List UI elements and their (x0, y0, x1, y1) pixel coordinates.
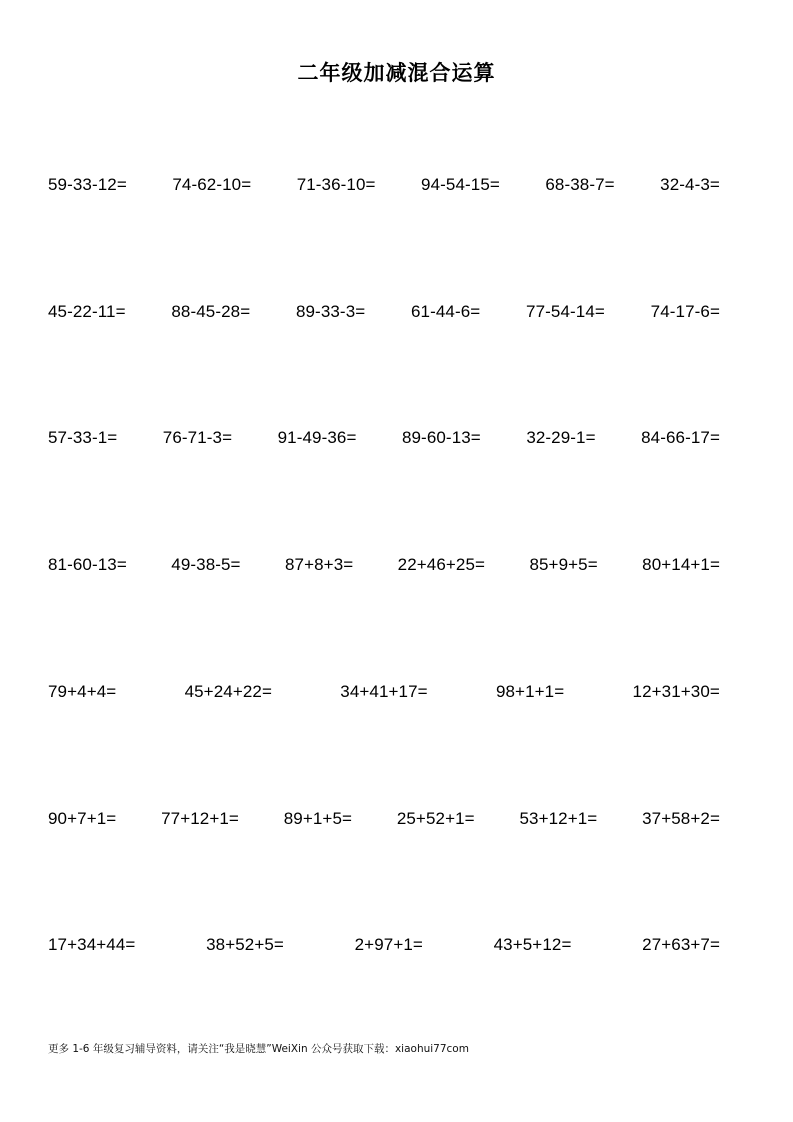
problem-item: 89+1+5= (283, 809, 353, 828)
problem-item: 89-60-13= (401, 428, 481, 447)
problem-item: 38+52+5= (206, 935, 284, 954)
problem-item: 37+58+2= (642, 809, 720, 828)
problem-item: 45-22-11= (48, 302, 126, 321)
worksheet-title: 二年级加减混合运算 (297, 61, 496, 85)
problem-item: 84-66-17= (641, 428, 720, 447)
problem-item: 53+12+1= (519, 809, 598, 828)
problem-item: 32-4-3= (660, 175, 720, 194)
problem-row-1 (48, 171, 720, 199)
problem-item: 94-54-15= (421, 175, 500, 194)
problem-item: 22+46+25= (397, 555, 486, 574)
problem-item: 68-38-7= (545, 175, 615, 194)
problem-item: 45+24+22= (184, 682, 272, 701)
problem-item: 74-17-6= (650, 302, 720, 321)
problem-item: 2+97+1= (354, 935, 423, 954)
problem-item: 88-45-28= (171, 302, 251, 321)
problem-item: 27+63+7= (642, 935, 720, 954)
problem-item: 76-71-3= (162, 428, 233, 447)
problem-row-6 (48, 805, 720, 833)
problem-row-3 (48, 424, 720, 452)
problem-row-2 (48, 298, 720, 326)
problem-item: 90+7+1= (48, 809, 117, 828)
problem-item: 81-60-13= (48, 555, 127, 574)
problem-item: 49-38-5= (171, 555, 241, 574)
problem-item: 17+34+44= (48, 935, 136, 954)
problem-item: 98+1+1= (495, 682, 565, 701)
problem-row-4 (48, 551, 720, 579)
problem-item: 77+12+1= (161, 809, 239, 828)
footer-note: 更多 1-6 年级复习辅导资料，请关注“我是晓慧”WeiXin 公众号获取下载：xiaohui77com (48, 1043, 469, 1055)
problem-row-7 (48, 931, 720, 959)
problem-item: 71-36-10= (296, 175, 376, 194)
problem-item: 74-62-10= (172, 175, 252, 194)
problem-item: 77-54-14= (526, 302, 605, 321)
problem-item: 80+14+1= (642, 555, 720, 574)
problem-item: 61-44-6= (411, 302, 481, 321)
problem-item: 32-29-1= (526, 428, 596, 447)
problem-row-5 (48, 678, 720, 706)
problem-item: 79+4+4= (48, 682, 117, 701)
problem-item: 43+5+12= (493, 935, 572, 954)
problem-item: 85+9+5= (529, 555, 598, 574)
problem-item: 57-33-1= (48, 428, 118, 447)
problem-item: 87+8+3= (284, 555, 354, 574)
problem-item: 12+31+30= (632, 682, 720, 701)
problem-item: 25+52+1= (396, 809, 475, 828)
problem-item: 59-33-12= (48, 175, 127, 194)
problem-item: 34+41+17= (340, 682, 428, 701)
problem-item: 91-49-36= (277, 428, 357, 447)
problem-item: 89-33-3= (295, 302, 366, 321)
